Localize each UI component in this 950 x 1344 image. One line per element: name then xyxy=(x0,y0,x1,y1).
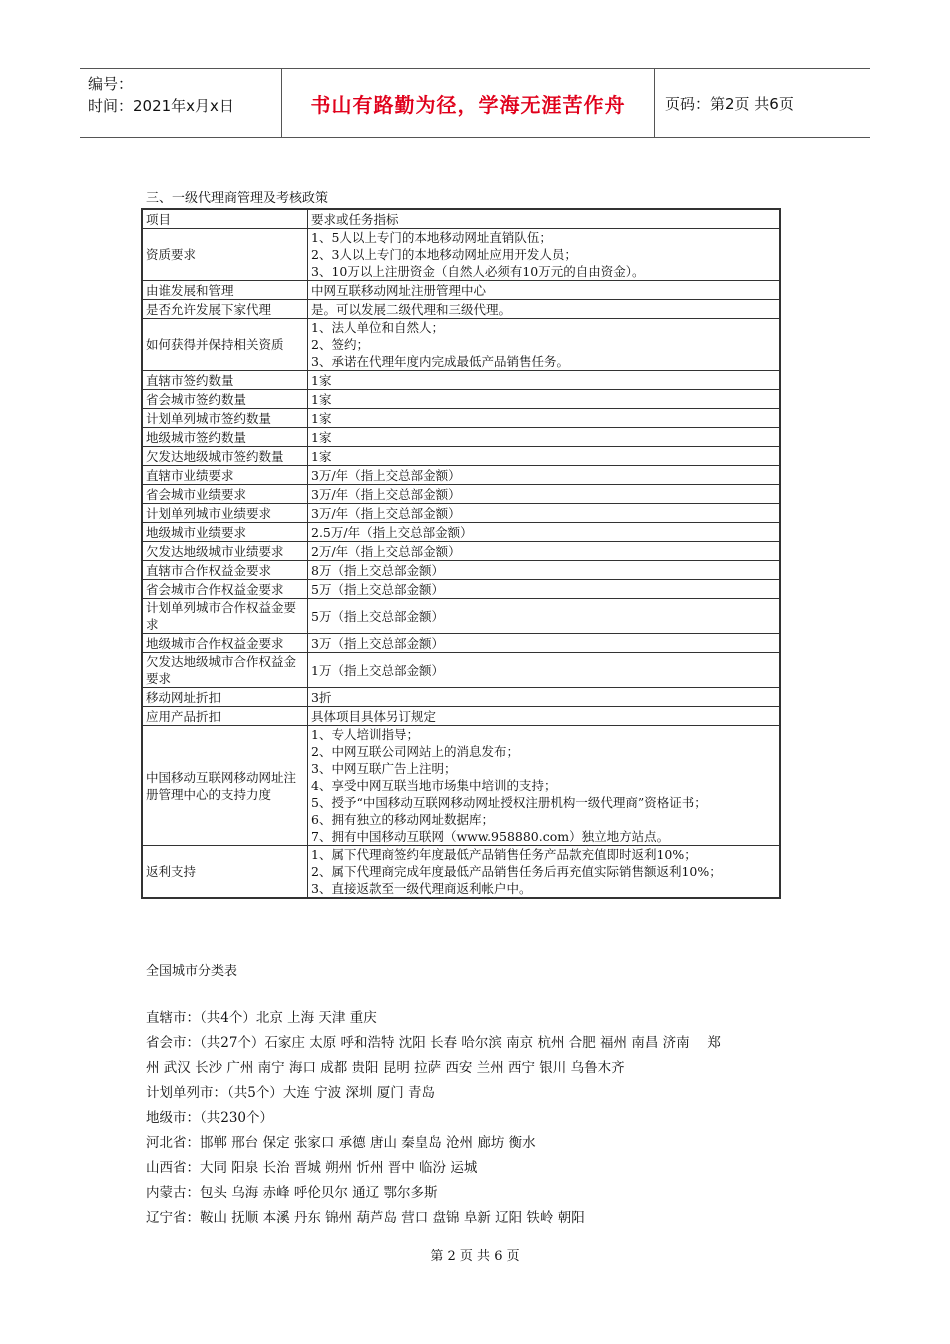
requirement-line: 1家 xyxy=(311,448,332,464)
table-row xyxy=(142,447,780,466)
requirement-line: 1、5人以上专门的本地移动网址直销队伍； xyxy=(311,230,552,245)
city-line: 直辖市：（共4个）北京 上海 天津 重庆 xyxy=(146,1010,377,1026)
table-cell-item: 移动网址折扣 xyxy=(142,688,308,707)
table-cell-item: 计划单列城市业绩要求 xyxy=(142,504,308,523)
requirement-line: 1、法人单位和自然人； xyxy=(311,320,444,335)
table-row xyxy=(142,726,780,846)
header-motto: 书山有路勤为径，学海无涯苦作舟 xyxy=(282,69,655,137)
city-classification-list xyxy=(146,1006,816,1231)
table-row xyxy=(142,634,780,653)
city-line: 山西省：大同 阳泉 长治 晋城 朔州 忻州 晋中 临汾 运城 xyxy=(146,1160,478,1176)
requirement-line: 2万/年（指上交总部金额） xyxy=(311,543,461,559)
table-cell-requirement xyxy=(308,466,781,485)
requirement-line: 3万/年（指上交总部金额） xyxy=(311,486,461,502)
requirement-line: 7、拥有中国移动互联网（www.958880.com）独立地方站点。 xyxy=(311,829,670,844)
requirement-line: 3、10万以上注册资金（自然人必须有10万元的自由资金）。 xyxy=(311,264,645,279)
page-header xyxy=(80,68,870,138)
table-cell-requirement xyxy=(308,447,781,466)
table-cell-item: 返利支持 xyxy=(142,846,308,899)
table-cell-requirement xyxy=(308,409,781,428)
table-cell-requirement xyxy=(308,688,781,707)
table-row xyxy=(142,428,780,447)
table-cell-requirement xyxy=(308,371,781,390)
table-cell-requirement xyxy=(308,542,781,561)
table-row xyxy=(142,542,780,561)
table-cell-item: 计划单列城市合作权益金要求 xyxy=(142,599,308,634)
table-cell-item: 直辖市业绩要求 xyxy=(142,466,308,485)
requirement-line: 3、直接返款至一级代理商返利帐户中。 xyxy=(311,881,532,896)
city-line: 河北省：邯郸 邢台 保定 张家口 承德 唐山 秦皇岛 沧州 廊坊 衡水 xyxy=(146,1135,536,1151)
table-row xyxy=(142,390,780,409)
requirement-line: 1万（指上交总部金额） xyxy=(311,662,444,678)
table-cell-item: 欠发达地级城市签约数量 xyxy=(142,447,308,466)
table-row xyxy=(142,300,780,319)
table-row xyxy=(142,209,780,229)
table-cell-requirement xyxy=(308,390,781,409)
table-row xyxy=(142,688,780,707)
table-cell-item: 地级城市业绩要求 xyxy=(142,523,308,542)
requirement-line: 是。可以发展二级代理和三级代理。 xyxy=(311,301,512,317)
requirement-line: 8万（指上交总部金额） xyxy=(311,562,444,578)
table-cell-requirement xyxy=(308,846,781,899)
table-row xyxy=(142,707,780,726)
requirement-line: 中网互联移动网址注册管理中心 xyxy=(311,282,487,298)
requirement-line: 1、属下代理商签约年度最低产品销售任务产品款充值即时返利10%； xyxy=(311,847,697,862)
table-cell-item: 计划单列城市签约数量 xyxy=(142,409,308,428)
table-row xyxy=(142,561,780,580)
city-line: 省会市：（共27个）石家庄 太原 呼和浩特 沈阳 长春 哈尔滨 南京 杭州 合肥 福州 南昌 济南 郑 xyxy=(146,1035,721,1051)
requirement-line: 1、专人培训指导； xyxy=(311,727,419,742)
requirement-line: 1家 xyxy=(311,410,332,426)
city-line: 计划单列市：（共5个）大连 宁波 深圳 厦门 青岛 xyxy=(146,1085,436,1101)
requirement-line: 5万（指上交总部金额） xyxy=(311,581,444,597)
table-cell-item: 欠发达地级城市合作权益金要求 xyxy=(142,653,308,688)
policy-table xyxy=(141,208,781,899)
table-cell-requirement xyxy=(308,580,781,599)
table-cell-requirement xyxy=(308,561,781,580)
table-cell-requirement xyxy=(308,634,781,653)
table-row xyxy=(142,466,780,485)
page-footer: 第 2 页 共 6 页 xyxy=(430,1249,520,1264)
table-cell-requirement xyxy=(308,319,781,371)
requirement-line: 具体项目具体另订规定 xyxy=(311,708,437,724)
table-cell-item: 欠发达地级城市业绩要求 xyxy=(142,542,308,561)
header-page-code: 页码：第2页 共6页 xyxy=(665,94,794,113)
table-row xyxy=(142,504,780,523)
table-cell-requirement xyxy=(308,523,781,542)
document-number: 编号： xyxy=(88,75,134,93)
table-cell-requirement xyxy=(308,653,781,688)
header-meta xyxy=(80,69,282,137)
table-cell-requirement xyxy=(308,485,781,504)
requirement-line: 3、中网互联广告上注明； xyxy=(311,761,457,776)
requirement-line: 4、享受中网互联当地市场集中培训的支持； xyxy=(311,778,557,793)
table-row xyxy=(142,846,780,899)
table-row xyxy=(142,599,780,634)
requirement-line: 1家 xyxy=(311,391,332,407)
table-cell-requirement xyxy=(308,599,781,634)
city-line: 州 武汉 长沙 广州 南宁 海口 成都 贵阳 昆明 拉萨 西安 兰州 西宁 银川 乌鲁木齐 xyxy=(146,1060,625,1076)
requirement-line: 3万/年（指上交总部金额） xyxy=(311,505,461,521)
table-cell-requirement xyxy=(308,428,781,447)
table-cell-item: 项目 xyxy=(142,209,308,229)
table-row xyxy=(142,523,780,542)
table-cell-item: 直辖市合作权益金要求 xyxy=(142,561,308,580)
table-cell-requirement xyxy=(308,726,781,846)
requirement-line: 5、授予“中国移动互联网移动网址授权注册机构一级代理商”资格证书； xyxy=(311,795,707,810)
table-cell-item: 由谁发展和管理 xyxy=(142,281,308,300)
table-row xyxy=(142,229,780,281)
requirement-line: 要求或任务指标 xyxy=(311,211,399,227)
city-table-title: 全国城市分类表 xyxy=(146,964,238,979)
requirement-line: 3、承诺在代理年度内完成最低产品销售任务。 xyxy=(311,354,569,369)
policy-table-body xyxy=(142,209,780,898)
table-row xyxy=(142,653,780,688)
table-cell-requirement xyxy=(308,504,781,523)
requirement-line: 2、中网互联公司网站上的消息发布； xyxy=(311,744,519,759)
city-line: 内蒙古：包头 乌海 赤峰 呼伦贝尔 通辽 鄂尔多斯 xyxy=(146,1185,438,1201)
requirement-line: 1家 xyxy=(311,429,332,445)
table-cell-item: 省会城市业绩要求 xyxy=(142,485,308,504)
requirement-line: 3折 xyxy=(311,689,332,705)
table-cell-item: 地级城市签约数量 xyxy=(142,428,308,447)
table-row xyxy=(142,319,780,371)
table-cell-item: 省会城市合作权益金要求 xyxy=(142,580,308,599)
table-row xyxy=(142,409,780,428)
requirement-line: 2、属下代理商完成年度最低产品销售任务后再充值实际销售额返利10%； xyxy=(311,864,722,879)
requirement-line: 2、签约； xyxy=(311,337,369,352)
table-cell-item: 是否允许发展下家代理 xyxy=(142,300,308,319)
table-cell-requirement xyxy=(308,300,781,319)
requirement-line: 3万（指上交总部金额） xyxy=(311,635,444,651)
requirement-line: 1家 xyxy=(311,372,332,388)
table-row xyxy=(142,485,780,504)
table-cell-requirement xyxy=(308,281,781,300)
requirement-line: 2.5万/年（指上交总部金额） xyxy=(311,524,473,540)
table-cell-requirement xyxy=(308,707,781,726)
requirement-line: 2、3人以上专门的本地移动网址应用开发人员； xyxy=(311,247,577,262)
table-row xyxy=(142,371,780,390)
requirement-line: 3万/年（指上交总部金额） xyxy=(311,467,461,483)
table-cell-requirement xyxy=(308,229,781,281)
table-cell-item: 地级城市合作权益金要求 xyxy=(142,634,308,653)
table-cell-item: 直辖市签约数量 xyxy=(142,371,308,390)
table-cell-item: 中国移动互联网移动网址注册管理中心的支持力度 xyxy=(142,726,308,846)
table-cell-item: 省会城市签约数量 xyxy=(142,390,308,409)
section-title: 三、一级代理商管理及考核政策 xyxy=(146,191,329,206)
table-cell-item: 应用产品折扣 xyxy=(142,707,308,726)
table-row xyxy=(142,281,780,300)
table-row xyxy=(142,580,780,599)
requirement-line: 6、拥有独立的移动网址数据库； xyxy=(311,812,494,827)
requirement-line: 5万（指上交总部金额） xyxy=(311,608,444,624)
table-cell-item: 如何获得并保持相关资质 xyxy=(142,319,308,371)
table-cell-requirement xyxy=(308,209,781,229)
table-cell-item: 资质要求 xyxy=(142,229,308,281)
document-time: 时间：2021年x月x日 xyxy=(88,97,234,115)
city-line: 辽宁省：鞍山 抚顺 本溪 丹东 锦州 葫芦岛 营口 盘锦 阜新 辽阳 铁岭 朝阳 xyxy=(146,1210,585,1226)
city-line: 地级市：（共230个） xyxy=(146,1110,274,1126)
